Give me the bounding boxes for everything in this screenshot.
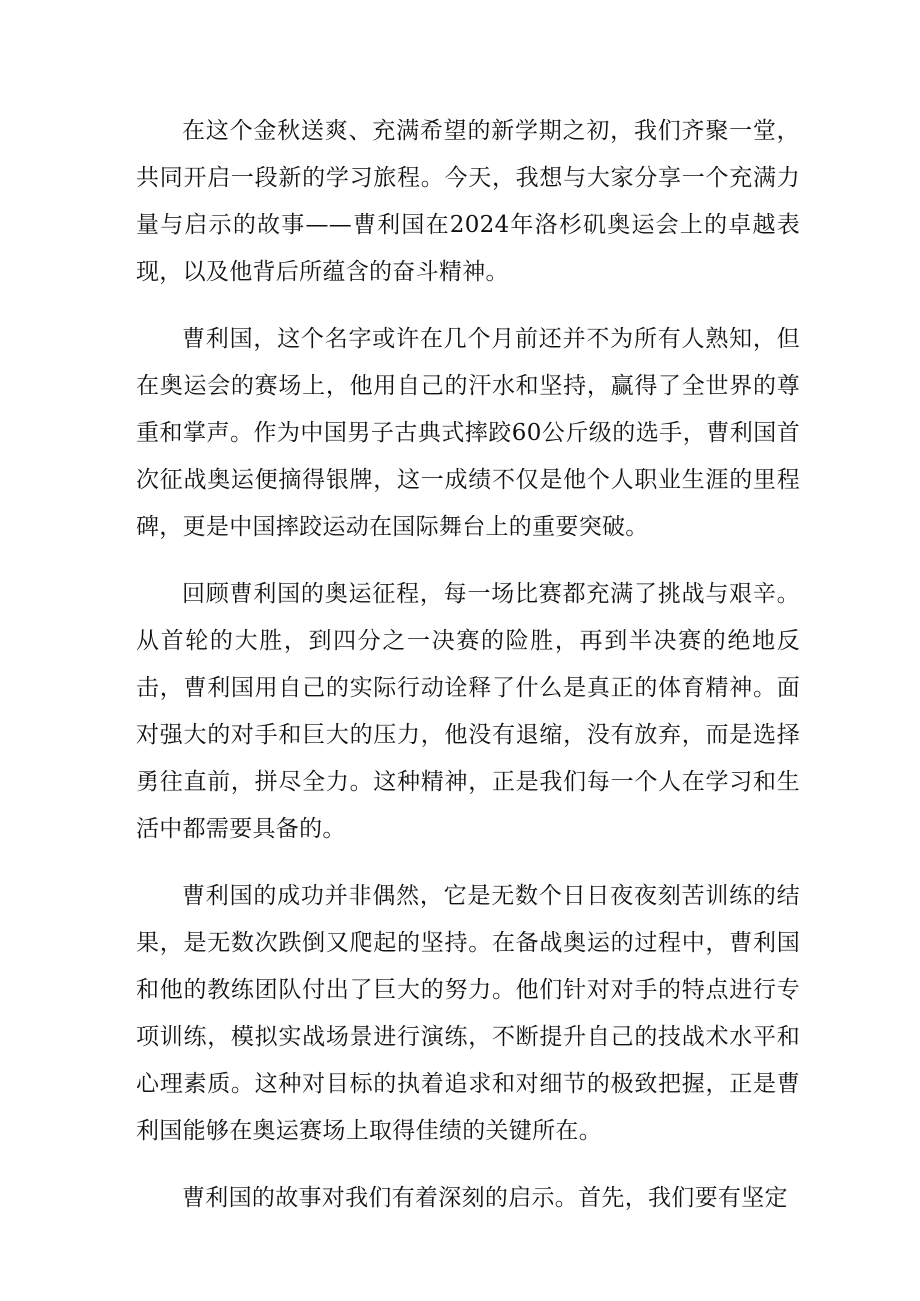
paragraph-3: 回顾曹利国的奥运征程，每一场比赛都充满了挑战与艰辛。从首轮的大胜，到四分之一决赛的险胜，再到半决赛的绝地反击，曹利国用自己的实际行动诠释了什么是真正的体育精神。面对强大的对手和巨大的压力，他没有退缩，没有放弃，而是选择勇往直前，拼尽全力。这种精神，正是我们每一个人在学习和生活中都需要具备的。 [136,581,800,842]
paragraph-2: 曹利国，这个名字或许在几个月前还并不为所有人熟知，但在奥运会的赛场上，他用自己的汗水和坚持，赢得了全世界的尊重和掌声。作为中国男子古典式摔跤60公斤级的选手，曹利国首次征战奥运便摘得银牌，这一成绩不仅是他个人职业生涯的里程碑，更是中国摔跤运动在国际舞台上的重要突破。 [136,326,800,540]
paragraph-1: 在这个金秋送爽、充满希望的新学期之初，我们齐聚一堂，共同开启一段新的学习旅程。今天，我想与大家分享一个充满力量与启示的故事——曹利国在2024年洛杉矶奥运会上的卓越表现，以及他背后所蕴含的奋斗精神。 [136,118,800,285]
document-body [136,108,800,1242]
paragraph-5: 曹利国的故事对我们有着深刻的启示。首先，我们要有坚定 [182,1185,788,1211]
paragraph-4: 曹利国的成功并非偶然，它是无数个日日夜夜刻苦训练的结果，是无数次跌倒又爬起的坚持。在备战奥运的过程中，曹利国和他的教练团队付出了巨大的努力。他们针对对手的特点进行专项训练，模拟实战场景进行演练，不断提升自己的技战术水平和心理素质。这种对目标的执着追求和对细节的极致把握，正是曹利国能够在奥运赛场上取得佳绩的关键所在。 [136,883,800,1144]
